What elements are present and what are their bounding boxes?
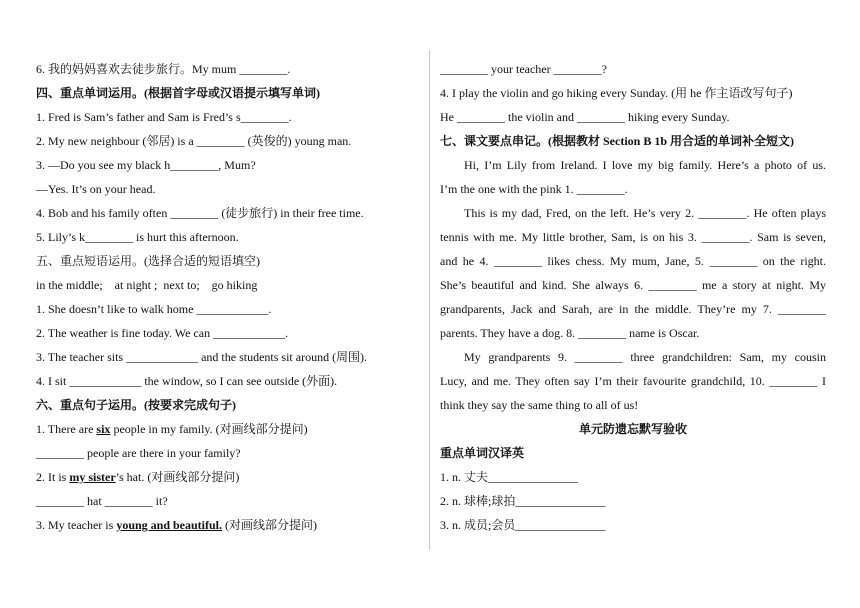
text: 1. There are [36, 422, 97, 436]
exercise-line [36, 422, 308, 436]
answer-line: ________ people are there in your family? [36, 446, 241, 460]
exercise-line: 3. —Do you see my black h________, Mum? [36, 158, 256, 172]
answer-line: He ________ the violin and ________ hiking every Sunday. [440, 110, 730, 124]
exercise-line: 1. Fred is Sam’s father and Sam is Fred’s s________. [36, 110, 292, 124]
exercise-line [36, 518, 317, 532]
column-divider [429, 50, 430, 550]
underlined-target: my sister [69, 470, 116, 484]
section-7-title: 七、课文要点串记。(根据教材 Section B 1b 用合适的单词补全短文) [440, 134, 795, 148]
passage-line: grandparents, Jack and Sarah, are in the middle. They’re my 7. ________ [440, 302, 826, 316]
section-5-title: 五、重点短语运用。(选择合适的短语填空) [36, 254, 260, 268]
passage-line: I’m the one with the pink 1. ________. [440, 182, 628, 196]
passage-line: tennis with me. My little brother, Sam, is on his 3. ________. Sam is seven, [440, 230, 826, 244]
passage-line: Hi, I’m Lily from Ireland. I love my big family. Here’s a photo of us. [464, 158, 826, 172]
exercise-line: 4. Bob and his family often ________ (徒步旅行) in their free time. [36, 206, 364, 220]
text: 3. My teacher is [36, 518, 117, 532]
passage-line: My grandparents 9. ________ three grandchildren: Sam, my cousin [464, 350, 826, 364]
exercise-line: 4. I play the violin and go hiking every Sunday. (用 he 作主语改写句子) [440, 86, 793, 100]
passage-line: She’s beautiful and kind. She always 6. ________ me a story at night. My [440, 278, 826, 292]
exercise-line: 3. The teacher sits ____________ and the students sit around (周围). [36, 350, 368, 364]
text: (对画线部分提问) [222, 518, 318, 532]
exercise-line: 5. Lily’s k________ is hurt this afternoon. [36, 230, 239, 244]
exercise-line: 4. I sit ____________ the window, so I can see outside (外面). [36, 374, 338, 388]
phrase-options: in the middle; at night ; next to; go hiking [36, 278, 258, 292]
vocab-item: 2. n. 球棒;球拍_______________ [440, 494, 606, 508]
exercise-line: 6. 我的妈妈喜欢去徒步旅行。My mum ________. [36, 62, 291, 76]
section-6-title: 六、重点句子运用。(按要求完成句子) [36, 398, 236, 412]
vocab-item: 1. n. 丈夫_______________ [440, 470, 579, 484]
text: 2. It is [36, 470, 70, 484]
vocab-title: 重点单词汉译英 [440, 446, 525, 460]
underlined-target: six [96, 422, 111, 436]
recheck-title: 单元防遗忘默写验收 [578, 422, 687, 436]
underlined-target: young and beautiful. [116, 518, 223, 532]
exercise-line: 1. She doesn’t like to walk home ____________. [36, 302, 272, 316]
vocab-item: 3. n. 成员;会员_______________ [440, 518, 606, 532]
text: people in my family. (对画线部分提问) [110, 422, 308, 436]
exercise-line: 2. The weather is fine today. We can ____________. [36, 326, 289, 340]
section-4-title: 四、重点单词运用。(根据首字母或汉语提示填写单词) [36, 86, 320, 100]
answer-line: ________ hat ________ it? [36, 494, 168, 508]
text: ’s hat. (对画线部分提问) [115, 470, 240, 484]
passage-line: Lucy, and me. They often say I’m their favourite grandchild, 10. ________ I [440, 374, 826, 388]
exercise-line: —Yes. It’s on your head. [36, 182, 156, 196]
answer-line: ________ your teacher ________? [440, 62, 607, 76]
passage-line: think they say the same thing to all of us! [440, 398, 639, 412]
exercise-line [36, 470, 239, 484]
exercise-line: 2. My new neighbour (邻居) is a ________ (英俊的) young man. [36, 134, 352, 148]
passage-line: parents. They have a dog. 8. ________ name is Oscar. [440, 326, 700, 340]
passage-line: and he 4. ________ likes chess. My mum, Jane, 5. ________ on the right. [440, 254, 826, 268]
passage-line: This is my dad, Fred, on the left. He’s very 2. ________. He often plays [464, 206, 826, 220]
